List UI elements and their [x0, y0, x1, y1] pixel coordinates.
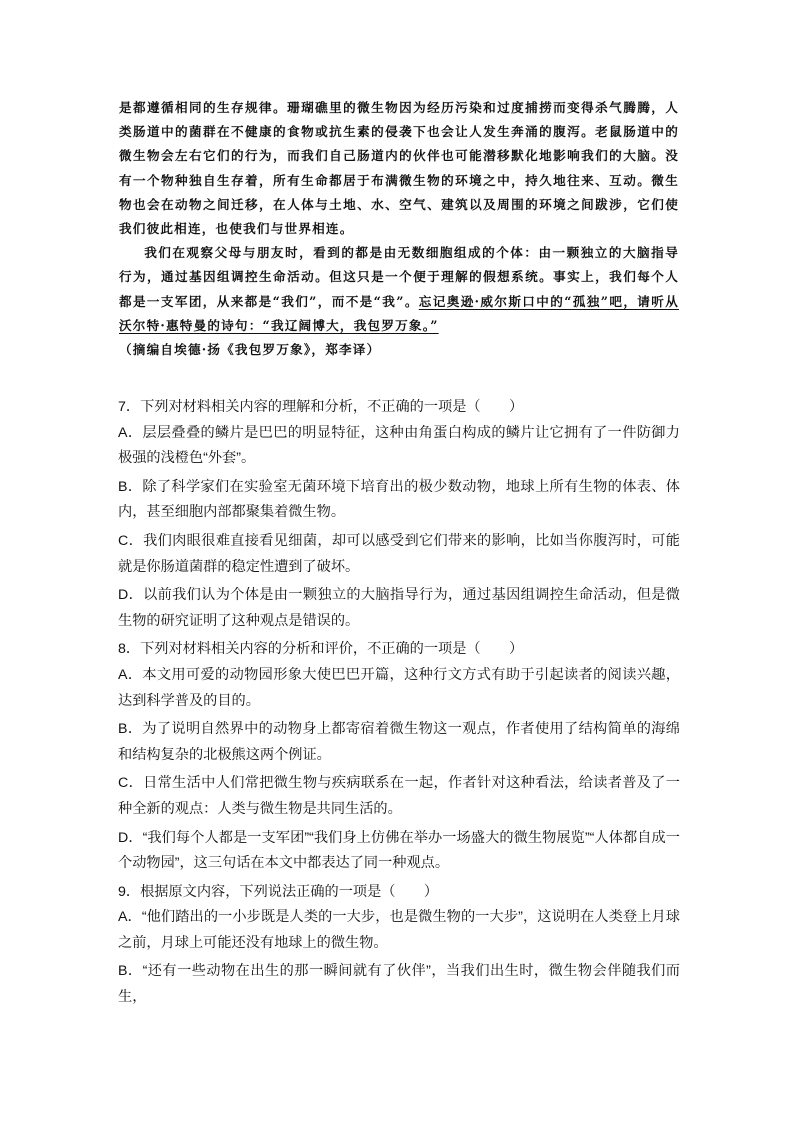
question-8-option-b: B．为了说明自然界中的动物身上都寄宿着微生物这一观点，作者使用了结构简单的海绵和结构复杂的北极熊这两个例证。 — [118, 721, 680, 763]
question-8-stem: 8．下列对材料相关内容的分析和评价，不正确的一项是（ ） — [118, 641, 524, 658]
question-8 — [118, 637, 680, 876]
question-9-stem: 9．根据原文内容，下列说法正确的一项是（ ） — [118, 883, 439, 900]
question-9 — [118, 880, 680, 1011]
question-7-option-d: D．以前我们认为个体是由一颗独立的大脑指导行为，通过基因组调控生命活动，但是微生物的研究证明了这种观点是错误的。 — [118, 587, 680, 629]
question-7-option-b: B．除了科学家们在实验室无菌环境下培育出的极少数动物，地球上所有生物的体表、体内，甚至细胞内部都聚集着微生物。 — [118, 478, 680, 521]
passage-source-citation: （摘编自埃德·扬《我包罗万象》，郑李译） — [119, 342, 381, 358]
question-7-option-a: A．层层叠叠的鳞片是巴巴的明显特征，这种由角蛋白构成的鳞片让它拥有了一件防御力极强的浅橙色“外套”。 — [118, 424, 680, 467]
question-9-option-b: B．“还有一些动物在出生的那一瞬间就有了伙伴”，当我们出生时，微生物会伴随我们而生， — [118, 963, 680, 1006]
question-8-option-d: D．“我们每个人都是一支军团”“我们身上仿佛在举办一场盛大的微生物展览”“人体都自成一个动物园”，这三句话在本文中都表达了同一种观点。 — [118, 829, 680, 872]
passage-paragraph-2 — [119, 241, 679, 338]
question-8-option-a: A．本文用可爱的动物园形象大使巴巴开篇，这种行文方式有助于引起读者的阅读兴趣，达到科学普及的目的。 — [118, 666, 680, 709]
question-7 — [118, 395, 680, 634]
reading-passage — [119, 96, 679, 362]
question-list — [118, 395, 680, 1014]
question-7-stem: 7．下列对材料相关内容的理解和分析，不正确的一项是（ ） — [118, 399, 524, 415]
question-7-option-c: C．我们肉眼很难直接看见细菌，却可以感受到它们带来的影响，比如当你腹泻时，可能就是你肠道菌群的稳定性遭到了破坏。 — [118, 532, 680, 575]
passage-paragraph-2-text: 我们在观察父母与朋友时，看到的都是由无数细胞组成的个体：由一颗独立的大脑指导行为，通过基因组调控生命活动。但这只是一个便于理解的假想系统。事实上，我们每个人都是一支军团，从来都是“我们”，而不是“我”。 — [119, 245, 679, 309]
question-9-option-a: A．“他们踏出的一小步既是人类的一大步，也是微生物的一大步”，这说明在人类登上月球之前，月球上可能还没有地球上的微生物。 — [118, 909, 680, 951]
passage-paragraph-1: 是都遵循相同的生存规律。珊瑚礁里的微生物因为经历污染和过度捕捞而变得杀气腾腾，人类肠道中的菌群在不健康的食物或抗生素的侵袭下也会让人发生奔涌的腹泻。老鼠肠道中的微生物会左右它们的行为，而我们自己肠道内的伙伴也可能潜移默化地影响我们的大脑。没有一个物种独自生存着，所有生命都居于布满微生物的环境之中，持久地往来、互动。微生物也会在动物之间迁移，在人体与土地、水、空气、建筑以及周围的环境之间跋涉，它们使我们彼此相连，也使我们与世界相连。 — [119, 100, 679, 237]
question-8-option-c: C．日常生活中人们常把微生物与疾病联系在一起，作者针对这种看法，给读者普及了一种全新的观点：人类与微生物是共同生活的。 — [118, 775, 680, 817]
passage-underlined-quote: 忘记奥逊·威尔斯口中的“孤独”吧，请听从沃尔特·惠特曼的诗句：“我辽阔博大，我包罗万象。” — [119, 293, 680, 333]
